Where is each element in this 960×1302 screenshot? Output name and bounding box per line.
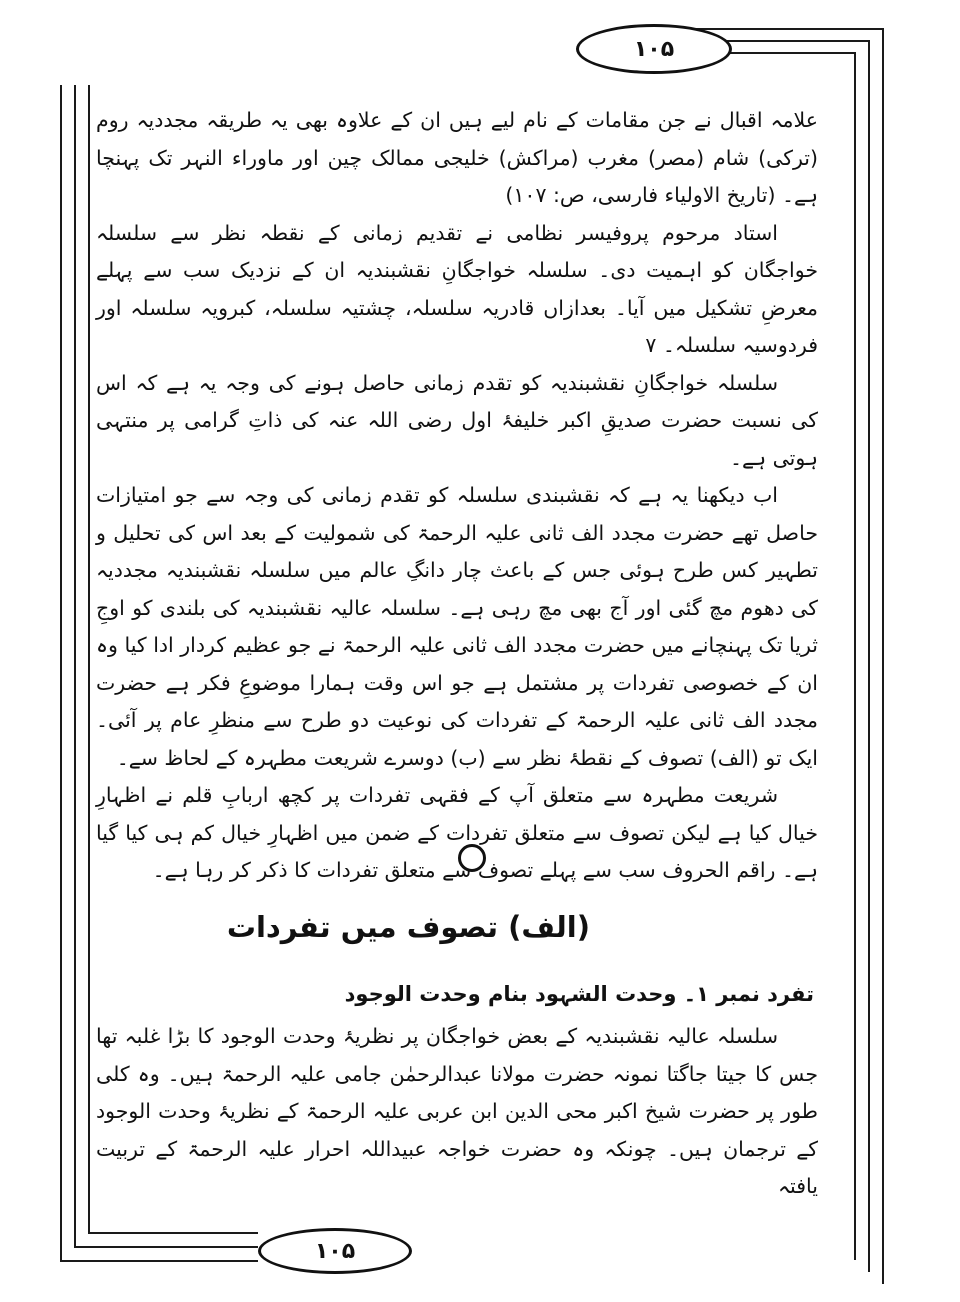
paragraph-tasawwuf-tafarrudat: شریعت مطہرہ سے متعلق آپ کے فقہی تفردات پر کچھ اربابِ قلم نے اظہارِ خیال کیا ہے لیکن تصوف سے متعلق تفردات کے ضمن میں اظہارِ خیال کم ہی کیا گیا ہے۔ راقم الحروف سب سے پہلے تصوف سے متعلق تفردات کا ذکر کر رہا ہے۔: [96, 783, 818, 882]
page-number-top: [576, 24, 732, 74]
frame-right-line-middle: [868, 40, 870, 1272]
lower-text-block: [96, 1018, 818, 1206]
page-number-bottom-text: ۱۰۵: [314, 1238, 356, 1264]
section-divider-circle: [458, 844, 486, 872]
paragraph-professor-nizami: استاد مرحوم پروفیسر نظامی نے تقدیم زمانی کے نقطہ نظر سے سلسلہ خواجگان کو اہمیت دی۔ سلسلہ خواجگانِ نقشبندیہ ان کے نزدیک سب سے پہلے معرضِ تشکیل میں آیا۔ بعدازاں قادریہ سلسلہ، چشتیہ سلسلہ، کبرویہ سلسلہ اور فردوسیہ سلسلہ۔ ۷: [96, 220, 818, 357]
frame-left-line-inner: [88, 85, 90, 1232]
frame-bottom-line-inner: [88, 1232, 258, 1234]
frame-bottom-line-middle: [74, 1246, 258, 1248]
frame-bottom-line-outer: [60, 1260, 258, 1262]
paragraph-wahdat-al-wujud: سلسلہ عالیہ نقشبندیہ کے بعض خواجگان پر نظریۂ وحدت الوجود کا بڑا غلبہ تھا جس کا جیتا جاگتا نمونہ حضرت مولانا عبدالرحمٰن جامی علیہ الرحمۃ ہیں۔ وہ کلی طور پر حضرت شیخ اکبر محی الدین ابن عربی علیہ الرحمۃ کے نظریۂ وحدت الوجود کے ترجمان ہیں۔ چونکہ وہ حضرت خواجہ عبیداللہ احرار علیہ الرحمۃ کے تربیت یافتہ: [96, 1024, 818, 1198]
paragraph-iqbal-regions: علامہ اقبال نے جن مقامات کے نام لیے ہیں ان کے علاوہ بھی یہ طریقہ مجددیہ روم (ترکی) شام (مصر) مغرب (مراکش) خلیجی ممالک چین اور ماوراء النہر تک پہنچا ہے۔ (تاریخ الاولیاء فارسی، ص: ۱۰۷): [96, 108, 818, 207]
frame-right-line-outer: [882, 28, 884, 1284]
paragraph-temporal-precedence: سلسلہ خواجگانِ نقشبندیہ کو تقدم زمانی حاصل ہونے کی وجہ یہ ہے کہ اس کی نسبت حضرت صدیقِ اکبر خلیفۂ اول رضی اللہ عنہ کی ذاتِ گرامی پر منتہی ہوتی ہے۔: [96, 370, 818, 470]
main-text-block: [96, 102, 818, 890]
section-heading: (الف) تصوف میں تفردات: [226, 910, 590, 944]
section-subheading: تفرد نمبر ۱۔ وحدت الشہود بنام وحدت الوجود: [344, 982, 814, 1006]
frame-left-line-outer: [60, 85, 62, 1260]
frame-left-line-middle: [74, 85, 76, 1246]
paragraph-mujaddid-role: اب دیکھنا یہ ہے کہ نقشبندی سلسلہ کو تقدم زمانی کی وجہ سے جو امتیازات حاصل تھے حضرت مجدد الف ثانی علیہ الرحمۃ کی شمولیت کے بعد اس کی تحلیل و تطہیر کس طرح ہوئی جس کے باعث چار دانگِ عالم میں سلسلہ نقشبندیہ مجددیہ کی دھوم مچ گئی اور آج بھی مچ رہی ہے۔ سلسلہ عالیہ نقشبندیہ کی بلندی کو اوجِ ثریا تک پہنچانے میں حضرت مجدد الف ثانی علیہ الرحمۃ نے جو عظیم کردار ادا کیا وہ ان کے خصوصی تفردات پر مشتمل ہے جو اس وقت ہمارا موضوعِ فکر ہے حضرت مجدد الف ثانی علیہ الرحمۃ کے تفردات کی نوعیت دو طرح سے منظرِ عام پر آئی۔ ایک تو (الف) تصوف کے نقطۂ نظر سے (ب) دوسرے شریعت مطہرہ کے لحاظ سے۔: [96, 483, 818, 770]
frame-right-line-inner: [854, 52, 856, 1260]
page-number-top-text: ۱۰۵: [633, 36, 675, 62]
page-number-bottom: [258, 1228, 412, 1274]
